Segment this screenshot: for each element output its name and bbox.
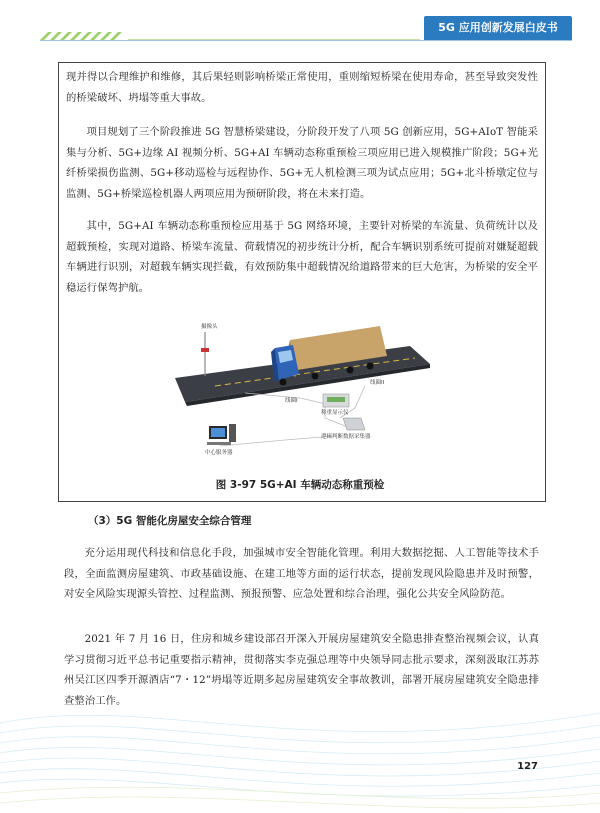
weigh-station-diagram: [175, 318, 430, 468]
label-camera: 摄像头: [201, 324, 218, 330]
header-rule: [40, 40, 572, 41]
box-paragraph-3: 其中，5G+AI 车辆动态称重预检应用基于 5G 网络环境，主要针对桥梁的车流量、负荷统计以及超载预检，实现对道路、桥梁车流量、荷载情况的初步统计分析，配合车辆识别系统可提前对嫌疑超载车辆进行识别，对超载车辆实现拦截，有效预防集中超载情况给道路带来的巨大危害，为桥梁的安全平稳运行保驾护航。: [66, 220, 538, 294]
header-title: 5G 应用创新发展白皮书: [424, 16, 572, 40]
figure-caption: 图 3-97 5G+AI 车辆动态称重预检: [215, 479, 385, 491]
server-computer-icon: [207, 424, 236, 445]
box-paragraph-1: 现并得以合理维护和维修，其后果轻则影响桥梁正常使用，重则缩短桥梁在使用寿命，甚至导致突发性的桥梁破坏、坍塌等重大事故。: [66, 71, 538, 104]
label-coil-2: 线圈II: [370, 380, 385, 386]
label-server: 中心服务器: [205, 450, 233, 456]
section-paragraph-2: 2021 年 7 月 16 日，住房和城乡建设部召开深入开展房屋建筑安全隐患排查整治视频会议，认真学习贯彻习近平总书记重要指示精神，贯彻落实李克强总理等中央领导同志批示要求，深刻汲取江苏苏州吴江区四季开源酒店“7・12”坍塌等近期多起房屋建筑安全事故教训，部署开展房屋建筑安全隐患排查整治工作。: [64, 633, 539, 707]
section-heading: （3）5G 智能化房屋安全综合管理: [88, 515, 252, 527]
page-number: 127: [517, 761, 538, 772]
label-weight-display: 称重显示仪: [321, 410, 349, 416]
section-paragraph-1: 充分运用现代科技和信息化手段，加强城市安全智能化管理。利用大数据挖掘、人工智能等技术手段，全面监测房屋建筑、市政基础设施、在建工地等方面的运行状态，提前发现风险隐患并及时预警，对安全风险实现源头管控、过程监测、预报预警、应急处置和综合治理，强化公共安全风险防范。: [64, 547, 539, 600]
background-wave-decoration: [0, 653, 600, 813]
camera-icon: [201, 348, 209, 352]
label-controller: 逻辑判断数据采集器: [321, 434, 371, 440]
box-paragraph-2: 项目规划了三个阶段推进 5G 智慧桥梁建设，分阶段开发了八项 5G 创新应用，5G+AIoT 智能采集与分析、5G+边缘 AI 视频分析、5G+AI 车辆动态称重预检三项应用已进入规模推广阶段；5G+光纤桥梁损伤监测、5G+移动巡检与远程协作、5G+无人机检测三项为试点应用；5G+北斗桥墩定位与监测、5G+桥梁巡检机器人两项应用为预研阶段，将在未来打造。: [66, 126, 538, 200]
controller-icon: [343, 418, 365, 430]
label-coil-1: 线圈I: [285, 398, 298, 404]
